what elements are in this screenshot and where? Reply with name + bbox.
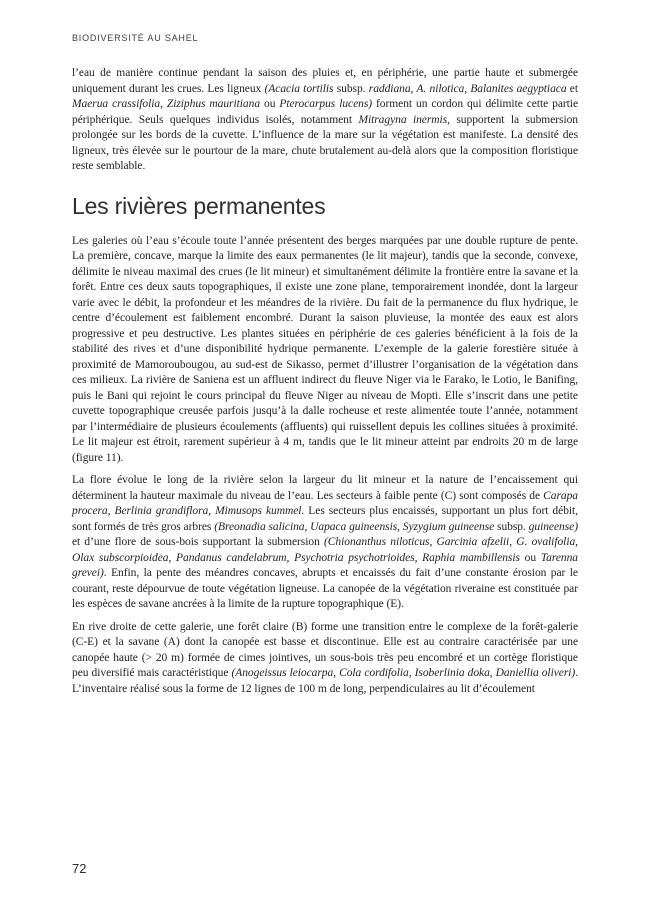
page-number: 72: [72, 861, 87, 876]
paragraph-galeries-berges: Les galeries où l’eau s’écoule toute l’année présentent des berges marquées par une double rupture de pente. La première, concave, marque la limite des eaux permanentes (le lit majeur), tandis que la seconde, convexe, délimite le niveau maximal des crues (le lit mineur) et simultanément délimite la frontière entre la savane et la forêt. Entre ces deux sauts topographiques, il existe une zone plane, temporairement inondée, dont la largeur varie avec le débit, la profondeur et les méandres de la rivière. Du fait de la permanence du flux hydrique, le centre d’écoulement est faiblement encombré. Durant la saison pluvieuse, la montée des eaux est alors progressive et peu destructive. Les plantes situées en périphérie de ces galeries bénéficient à la fois de la stabilité des rives et d’une disponibilité hydrique permanente. L’exemple de la galerie forestière située à proximité de Mamoroubougou, au sud-est de Sikasso, permet d’illustrer l’organisation de la végétation dans ces milieux. La rivière de Saniena est un affluent indirect du fleuve Niger via le Farako, le Lotio, le Banifing, puis le Bani qui rejoint le cours principal du fleuve Niger au niveau de Mopti. Elle s’inscrit dans une petite cuvette topographique creusée parfois jusqu’à la dalle rocheuse et reste alimentée toute l’année, notamment par l’intermédiaire de plusieurs écoulements (affluents) qui ruissellent depuis les collines situées à proximité. Le lit majeur est étroit, rarement supérieur à 4 m, tandis que le lit mineur atteint par endroits 20 m de large (figure 11).: [72, 234, 578, 464]
paragraph-mare-peripherie: l’eau de manière continue pendant la saison des pluies et, en périphérie, une partie haute et submergée uniquement durant les crues. Les ligneux (Acacia tortilis subsp. raddiana, A. nilotica, Balanites aegyptiaca et Maerua crassifolia, Ziziphus mauritiana ou Pterocarpus lucens) forment un cordon qui délimite cette partie périphérique. Seuls quelques individus isolés, notamment Mitragyna inermis, supportent la submersion prolongée sur les bords de la cuvette. L’influence de la mare sur la végétation est manifeste. La densité des ligneux, très élevée sur le pourtour de la mare, chute brutalement au-delà alors que la composition floristique reste semblable.: [72, 67, 579, 172]
page-content: [72, 66, 578, 704]
section-heading: Les rivières permanentes: [72, 192, 326, 219]
paragraph-foret-claire: En rive droite de cette galerie, une forêt claire (B) forme une transition entre le complexe de la forêt-galerie (C-E) et la savane (A) dont la canopée est basse et discontinue. Elle est au contraire caractérisée par une canopée haute (> 20 m) formée de cimes jointives, un sous-bois très peu encombré et un cortège floristique peu diversifié mais caractéristique (Anogeissus leiocarpa, Cola cordifolia, Isoberlinia doka, Daniellia oliveri). L’inventaire réalisé sous la forme de 12 lignes de 100 m de long, perpendiculaires au lit d’écoulement: [72, 620, 579, 695]
running-header: BIODIVERSITÉ AU SAHEL: [72, 33, 199, 43]
paragraph-flore-secteurs: La flore évolue le long de la rivière selon la largeur du lit mineur et la nature de l’encaissement qui déterminent la hauteur maximale du niveau de l’eau. Les secteurs à faible pente (C) sont composés de Carapa procera, Berlinia grandiflora, Mimusops kummel. Les secteurs plus encaissés, supportant un plus fort débit, sont formés de très gros arbres (Breonadia salicina, Uapaca guineensis, Syzygium guineense subsp. guineense) et d’une flore de sous-bois supportant la submersion (Chionanthus niloticus, Garcinia afzelii, G. ovalifolia, Olax subscorpioidea, Pandanus candelabrum, Psychotria psychotrioides, Raphia mambillensis ou Tarenna grevei). Enfin, la pente des méandres concaves, abrupts et encaissés du fait d’une constante érosion par le courant, reste dépourvue de toute végétation ligneuse. La canopée de la végétation riveraine est constituée par les espèces de savane ancrées à la limite de la rupture topographique (E).: [72, 474, 579, 610]
